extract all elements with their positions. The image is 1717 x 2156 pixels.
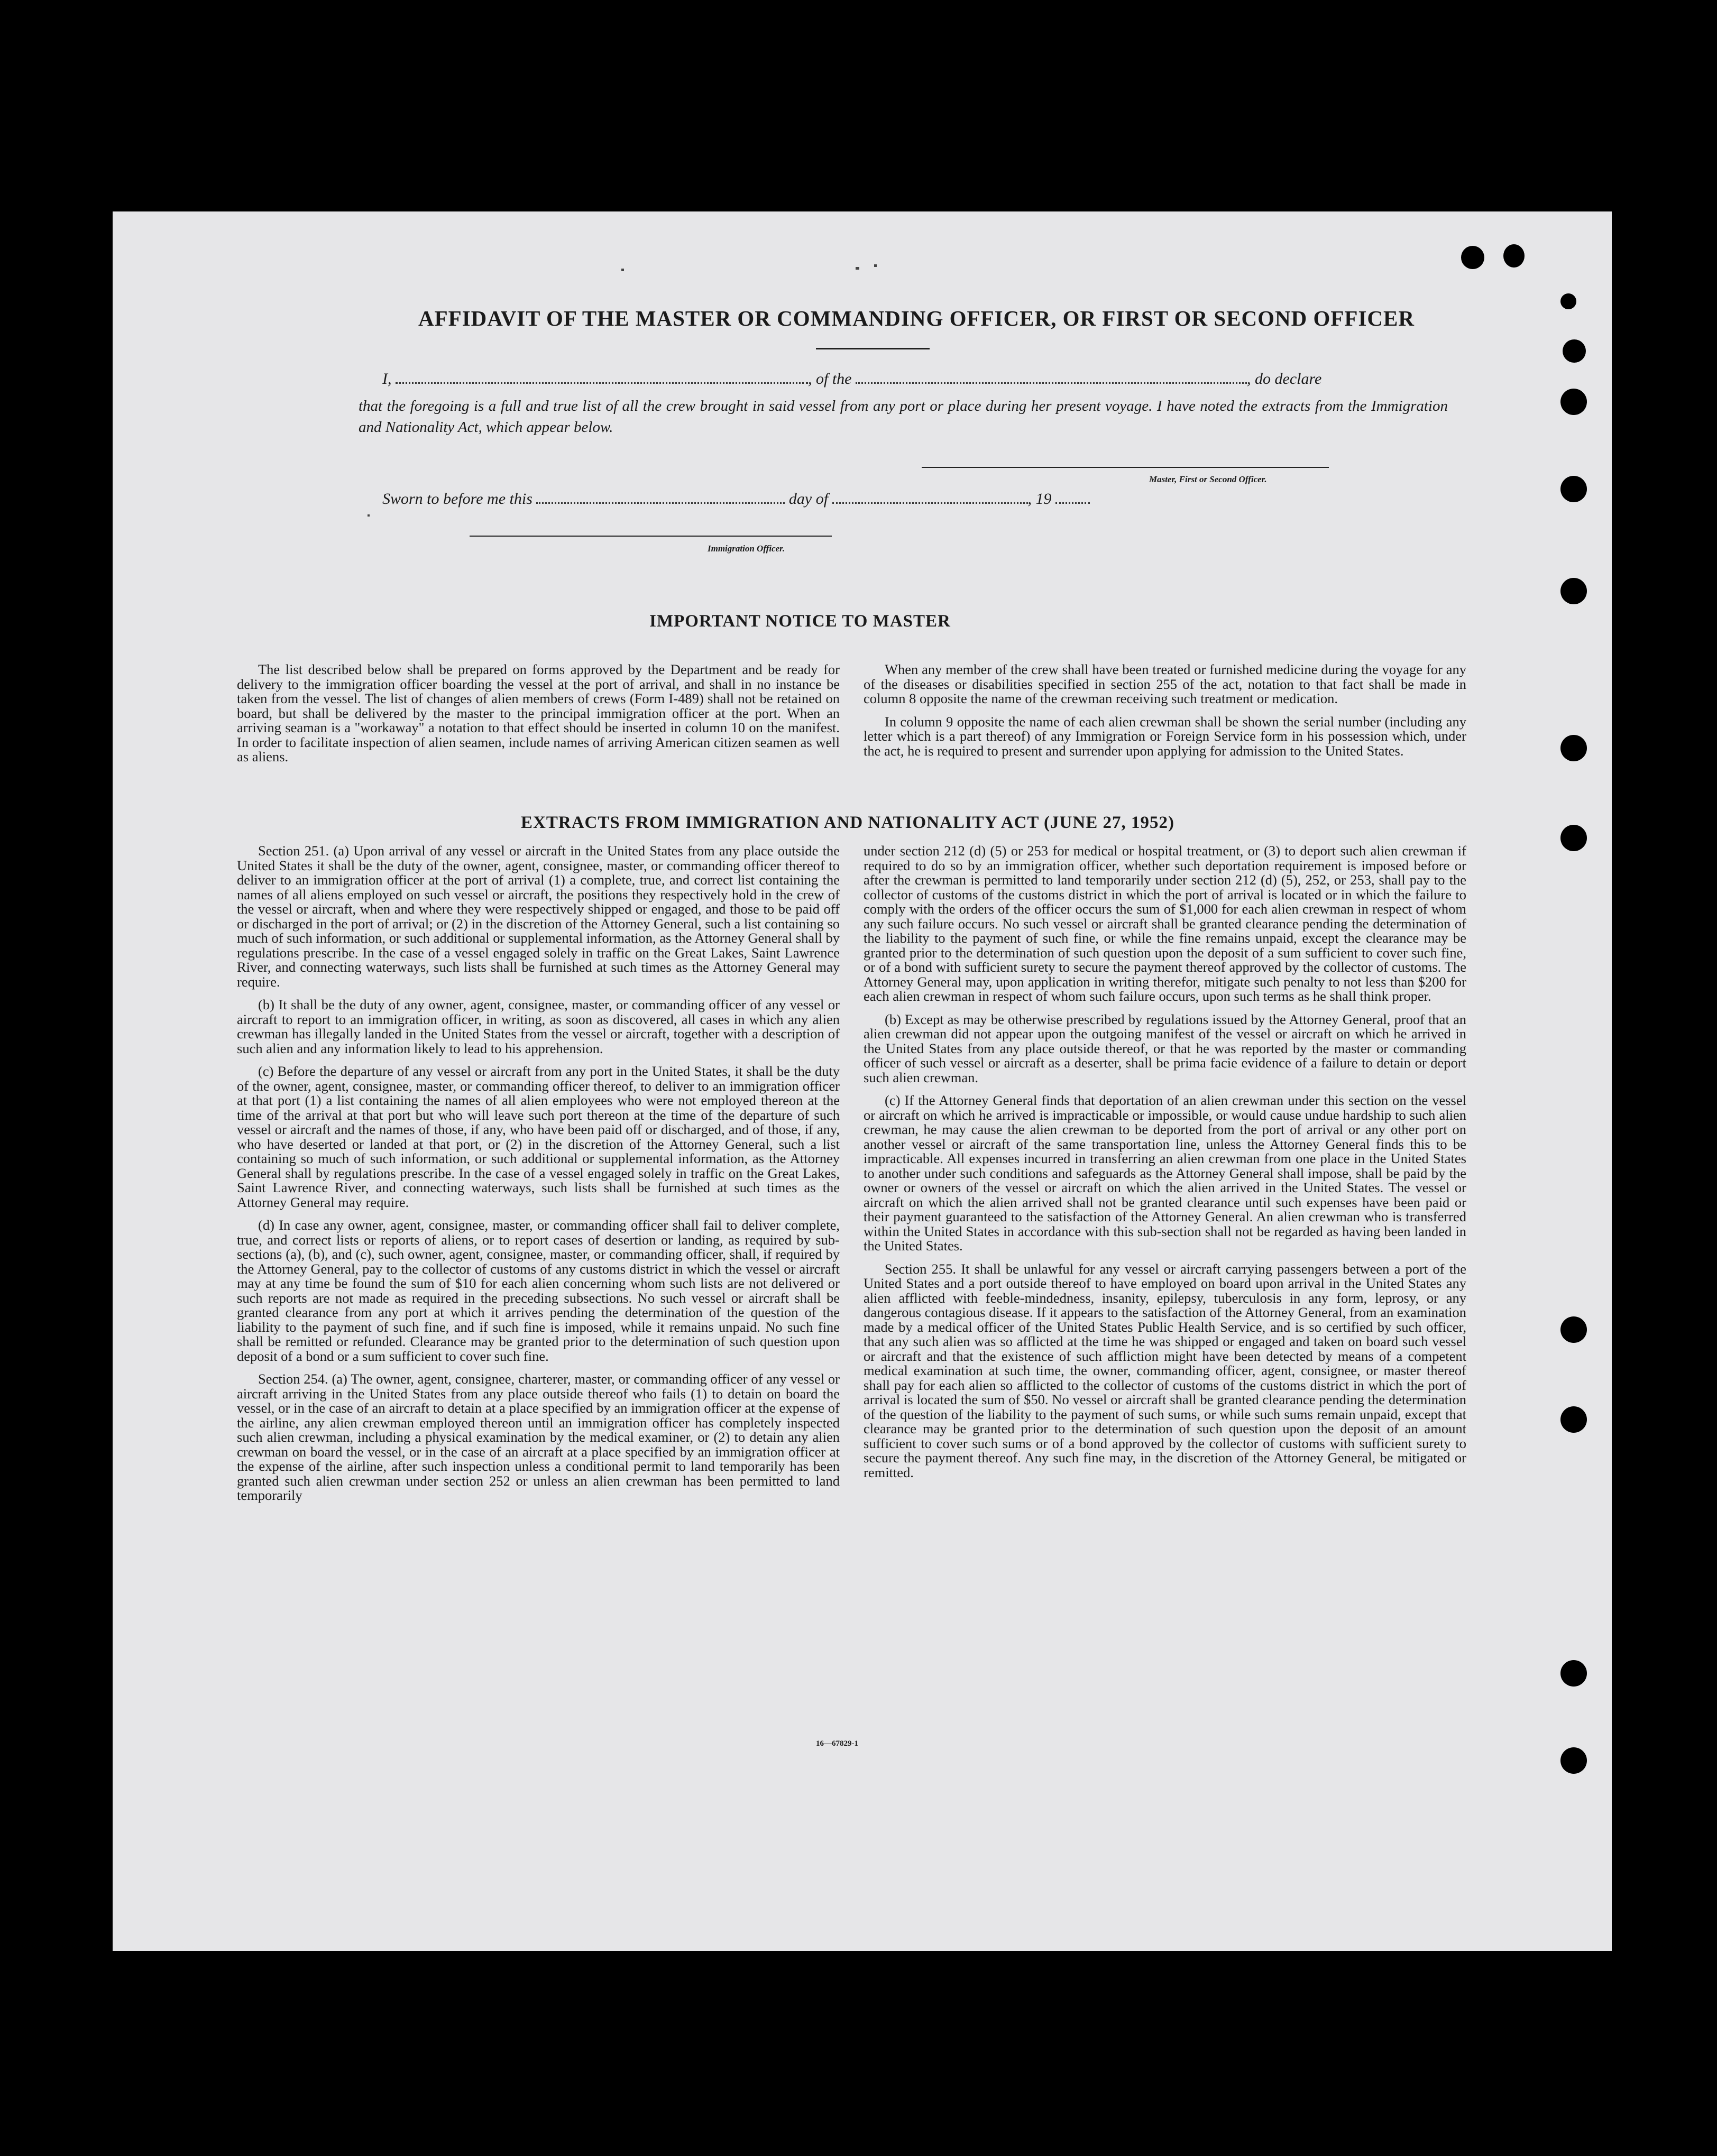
notice-right-column (864, 662, 1466, 767)
punch-hole (1503, 244, 1525, 268)
punch-hole (1560, 389, 1587, 415)
punch-hole (1560, 1406, 1587, 1433)
punch-hole (1560, 825, 1587, 851)
extract-paragraph: (b) It shall be the duty of any owner, agent, consignee, master, or commanding officer of any vessel or aircraft to report to an immigration officer, in writing, as soon as discovered, all cases in which any alien crewman has illegally landed in the United States from the vessel or aircraft, together with a description of such alien and any information likely to lead to his apprehension. (237, 997, 840, 1056)
punch-hole (1560, 293, 1576, 309)
notice-right-text-2: In column 9 opposite the name of each alien crewman shall be shown the serial number (including any letter which is a part thereof) of any Immigration or Foreign Service form in his possession which, under the act, he is required to present and surrender upon applying for admission to the United States. (864, 713, 1466, 759)
punch-hole (1560, 1316, 1587, 1343)
punch-hole (1461, 246, 1484, 269)
ink-speck (368, 514, 370, 517)
punch-hole (1560, 1660, 1587, 1687)
extract-paragraph: (d) In case any owner, agent, consignee, master, or commanding officer shall fail to deliver complete, true, and correct lists or reports of aliens, or to report cases of desertion or landing, as required by sub-sections (a), (b), and (c), such owner, agent, consignee, master, or commanding officer, shall, if required by the Attorney General, pay to the collector of customs of any customs district in which the vessel or aircraft may at any time be found the sum of $10 for each alien concerning whom such lists are not delivered or such reports are not made as required in the preceding subsections. No such vessel or aircraft shall be granted clearance from any port at which it arrives pending the determination of the question of the liability to the payment of such fine, and if such fine is imposed, while it remains unpaid. No such fine shall be remitted or refunded. Clearance may be granted prior to the determination of such question upon deposit of a bond or a sum sufficient to cover such fine. (237, 1217, 840, 1364)
notice-heading: IMPORTANT NOTICE TO MASTER (649, 612, 951, 631)
extract-paragraph: Section 254. (a) The owner, agent, consignee, charterer, master, or commanding officer of any vessel or aircraft arriving in the United States from any place outside thereof who fails (1) to detain on board the vessel, or in the case of an aircraft to detain at a place specified by an immigration officer at the expense of the airline, any alien crewman employed thereon until an immigration officer has completely inspected such alien crewman, including a physical examination by the medical examiner, or (2) to detain any alien crewman on board the vessel, or in the case of an aircraft at a place specified by an immigration officer at the expense of the airline, after such inspection unless a conditional permit to land temporarily has been granted such alien crewman under section 252 or unless an alien crewman has been permitted to land temporarily (237, 1371, 840, 1503)
punch-hole (1560, 1747, 1587, 1774)
ink-speck (621, 269, 624, 271)
extract-paragraph: (b) Except as may be otherwise prescribed by regulations issued by the Attorney General, proof that an alien crewman did not appear upon the outgoing manifest of the vessel or aircraft on which he arrived in the United States from any place outside thereof, or that he was reported by the master or commanding officer of such vessel or aircraft as a deserter, shall be prima facie evidence of a failure to detain or deport such alien crewman. (864, 1011, 1466, 1085)
extracts-right-column (864, 844, 1466, 1488)
officer-signature-label: Immigration Officer. (708, 543, 785, 554)
title-underline (816, 348, 930, 349)
notice-left-text: The list described below shall be prepared on forms approved by the Department and be ready for delivery to the immigration officer boarding the vessel at the port of arrival, and shall in no instance be taken from the vessel. The list of changes of alien members of crews (Form I-489) shall not be retained on board, but shall be delivered by the master to the principal immigration officer at the port. When an arriving seaman is a "workaway" a notation to that effect should be inserted in column 10 on the manifest. In order to facilitate inspection of alien seamen, include names of arriving American citizen seamen as well as aliens. (237, 661, 840, 764)
name-blank[interactable] (396, 382, 808, 384)
master-signature-label: Master, First or Second Officer. (1149, 474, 1267, 484)
form-number: 16—67829-1 (816, 1739, 858, 1748)
affidavit-title: AFFIDAVIT OF THE MASTER OR COMMANDING OFFICER, OR FIRST OR SECOND OFFICER (418, 306, 1415, 330)
sworn-month-blank[interactable] (832, 502, 1028, 504)
extract-paragraph: Section 255. It shall be unlawful for any vessel or aircraft carrying passengers between a port of the United States and a port outside thereof to have employed on board upon arrival in the United States any alien afflicted with feeble-mindedness, insanity, epilepsy, tuberculosis in any form, leprosy, or any dangerous contagious disease. If it appears to the satisfaction of the Attorney General, from an examination made by a medical officer of the United States Public Health Service, and is so certified by such officer, that any such alien was so afflicted at the time he was shipped or engaged and taken on board such vessel or aircraft and that the existence of such affliction might have been detected by means of a competent medical examination at such time, the owner, commanding officer, agent, consignee, or master thereof shall pay for each alien so afflicted to the collector of customs of the customs district in which the port of arrival is located the sum of $50. No vessel or aircraft shall be granted clearance pending the determination of the question of the liability to the payment of such sums, or while such sums remain unpaid, except that clearance may be granted prior to the determination of such question upon the deposit of an amount sufficient to cover such sums or of a bond approved by the collector of customs with sufficient surety to secure the payment thereof. Any such fine may, in the discretion of the Attorney General, be mitigated or remitted. (864, 1260, 1466, 1480)
punch-hole (1563, 339, 1586, 363)
ink-speck (874, 264, 877, 267)
extract-paragraph: Section 251. (a) Upon arrival of any vessel or aircraft in the United States from any place outside the United States it shall be the duty of the owner, agent, consignee, master, or commanding officer thereof to deliver to an immigration officer at the port of arrival (1) a complete, true, and correct list containing the names of all aliens employed on such vessel or aircraft, the positions they respectively hold in the crew of the vessel or aircraft, when and where they were respectively shipped or engaged, and those to be paid off or discharged in the port of arrival; or (2) in the discretion of the Attorney General, such a list containing so much of such information, or such additional or supplemental information, as the Attorney General shall by regulations prescribe. In the case of a vessel engaged solely in traffic on the Great Lakes, Saint Lawrence River, and connecting waterways, such lists shall be furnished at such times as the Attorney General may require. (237, 843, 840, 990)
notice-left-column (237, 662, 840, 773)
extracts-heading: EXTRACTS FROM IMMIGRATION AND NATIONALITY ACT (JUNE 27, 1952) (521, 813, 1174, 832)
sworn-line: Sworn to before me this day of , 19 (382, 490, 1090, 508)
officer-signature-line[interactable] (470, 536, 832, 537)
master-signature-line[interactable] (922, 467, 1329, 468)
extract-paragraph: (c) Before the departure of any vessel or aircraft from any port in the United States, it shall be the duty of the owner, agent, consignee, master, or commanding officer thereof, to deliver to an immigration officer at that port (1) a list containing the names of all alien employees who were not employed thereon at the time of the arrival at that port but who will leave such port thereon at the time of the departure of such vessel or aircraft and the names of those, if any, who have been paid off or discharged, and of those, if any, who have deserted or landed at that port, or (2) in the discretion of the Attorney General, such a list containing so much of such information, or such additional or supplemental information, as the Attorney General shall by regulations prescribe. In the case of a vessel engaged solely in traffic on the Great Lakes, Saint Lawrence River, and connecting waterways, such lists shall be furnished at such times as the Attorney General may require. (237, 1063, 840, 1210)
form-page (113, 211, 1612, 1951)
extracts-left-column (237, 844, 840, 1512)
punch-hole (1560, 578, 1587, 604)
sworn-day-blank[interactable] (536, 502, 785, 504)
punch-hole (1560, 735, 1587, 761)
extract-paragraph: (c) If the Attorney General finds that deportation of an alien crewman under this section on the vessel or aircraft on which he arrived is impracticable or impossible, or would cause undue hardship to such alien crewman, he may cause the alien crewman to be deported from the port of arrival or any other port on another vessel or aircraft of the same transportation line, unless the Attorney General finds this to be impracticable. All expenses incurred in transferring an alien crewman from one place in the United States to another under such conditions and safeguards as the Attorney General shall impose, shall be paid by the owner or owners of the vessel or aircraft on which the alien arrived in the United States. The vessel or aircraft on which the alien arrived shall not be granted clearance until such expenses have been paid or their payment guaranteed to the satisfaction of the Attorney General. An alien crewman who is transferred within the United States in accordance with this sub-section shall not be regarded as having been landed in the United States. (864, 1092, 1466, 1254)
notice-right-text-1: When any member of the crew shall have been treated or furnished medicine during the voyage for any of the diseases or disabilities specified in section 255 of the act, notation to that fact shall be made in column 8 opposite the name of the crewman receiving such treatment or medication. (864, 661, 1466, 706)
declaration-text: that the foregoing is a full and true list of all the crew brought in said vessel from any port or place during her present voyage. I have noted the extracts from the Immigration and Nationality Act, which appear below. (359, 398, 1448, 436)
punch-hole (1560, 476, 1587, 502)
extract-paragraph: under section 212 (d) (5) or 253 for medical or hospital treatment, or (3) to deport such alien crewman if required to do so by an immigration officer, whether such deportation requirement is imposed before or after the crewman is permitted to land temporarily under section 212 (d) (5), 252, or 253, shall pay to the collector of customs of the customs district in which the port of arrival is located or in which the failure to comply with the orders of the officer occurs the sum of $1,000 for each alien crewman in respect of whom any such failure occurs. No such vessel or aircraft shall be granted clearance pending the determination of the liability to the payment of such fine, or while the fine remains unpaid, except the clearance may be granted prior to the determination of such question upon the deposit of a sum sufficient to cover such fine, or of a bond with sufficient surety to secure the payment thereof approved by the collector of customs. The Attorney General may, upon application in writing therefor, mitigate such penalty to not less than $200 for each alien crewman in respect of whom such failure occurs, upon such terms as he shall think proper. (864, 843, 1466, 1004)
declaration-fill-line: I, , of the , do declare (382, 370, 1322, 388)
sworn-year-blank[interactable] (1055, 502, 1090, 504)
ink-speck (856, 267, 859, 270)
vessel-blank[interactable] (856, 382, 1247, 384)
